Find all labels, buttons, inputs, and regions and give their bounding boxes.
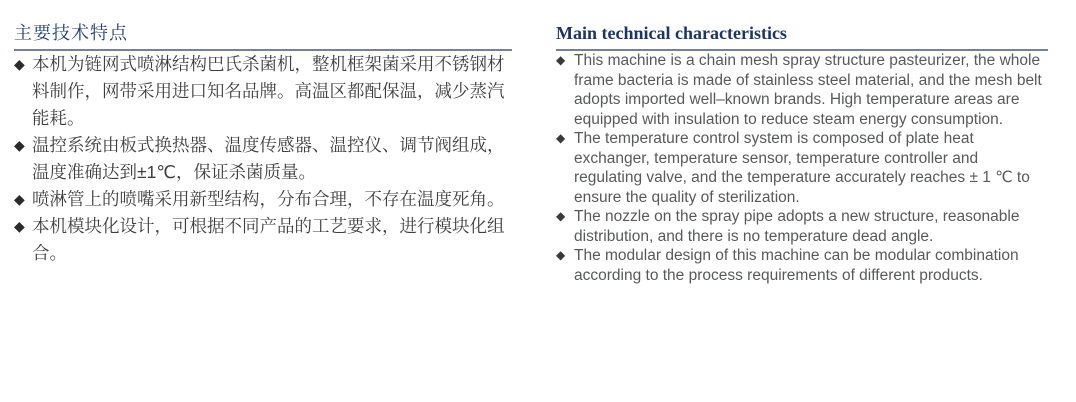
english-characteristics-section [556, 23, 1048, 285]
bullet-text: The nozzle on the spray pipe adopts a new structure, reasonable distribution, and there is no temperature dead angle. [574, 208, 1020, 245]
section-title-zh: 主要技术特点 [14, 23, 128, 43]
feature-list-en [556, 51, 1048, 285]
diamond-bullet-icon: ◆ [556, 248, 566, 262]
bullet-text: The modular design of this machine can be modular combination according to the process requirements of different products. [574, 247, 1019, 284]
diamond-bullet-icon: ◆ [556, 131, 566, 145]
diamond-bullet-icon: ◆ [14, 56, 25, 72]
diamond-bullet-icon: ◆ [14, 137, 25, 153]
list-item [14, 51, 512, 132]
list-item [556, 246, 1048, 285]
bullet-text: The temperature control system is composed of plate heat exchanger, temperature sensor, temperature controller and regulating valve, and the temperature accurately reaches ± 1 ℃ to ensure the quality of sterilization. [574, 130, 1030, 206]
diamond-bullet-icon: ◆ [556, 209, 566, 223]
list-item [14, 213, 512, 267]
bullet-text: 本机模块化设计，可根据不同产品的工艺要求，进行模块化组合。 [32, 216, 505, 263]
list-item [14, 132, 512, 186]
feature-list-zh [14, 51, 512, 267]
list-item [556, 207, 1048, 246]
diamond-bullet-icon: ◆ [556, 53, 566, 67]
chinese-features-section [14, 23, 512, 267]
diamond-bullet-icon: ◆ [14, 218, 25, 234]
bullet-text: 本机为链网式喷淋结构巴氏杀菌机，整机框架菌采用不锈钢材料制作，网带采用进口知名品牌。高温区都配保温，减少蒸汽能耗。 [32, 54, 505, 128]
section-title-en: Main technical characteristics [556, 23, 787, 43]
bullet-text: 喷淋管上的喷嘴采用新型结构，分布合理，不存在温度死角。 [32, 189, 505, 209]
bullet-text: 温控系统由板式换热器、温度传感器、温控仪、调节阀组成，温度准确达到±1℃，保证杀菌质量。 [32, 135, 505, 182]
list-item [556, 129, 1048, 207]
diamond-bullet-icon: ◆ [14, 191, 25, 207]
list-item [14, 186, 512, 213]
bullet-text: This machine is a chain mesh spray structure pasteurizer, the whole frame bacteria is made of stainless steel material, and the mesh belt adopts imported well–known brands. High temperature areas are equipped with insulation to reduce steam energy consumption. [574, 52, 1042, 128]
list-item [556, 51, 1048, 129]
